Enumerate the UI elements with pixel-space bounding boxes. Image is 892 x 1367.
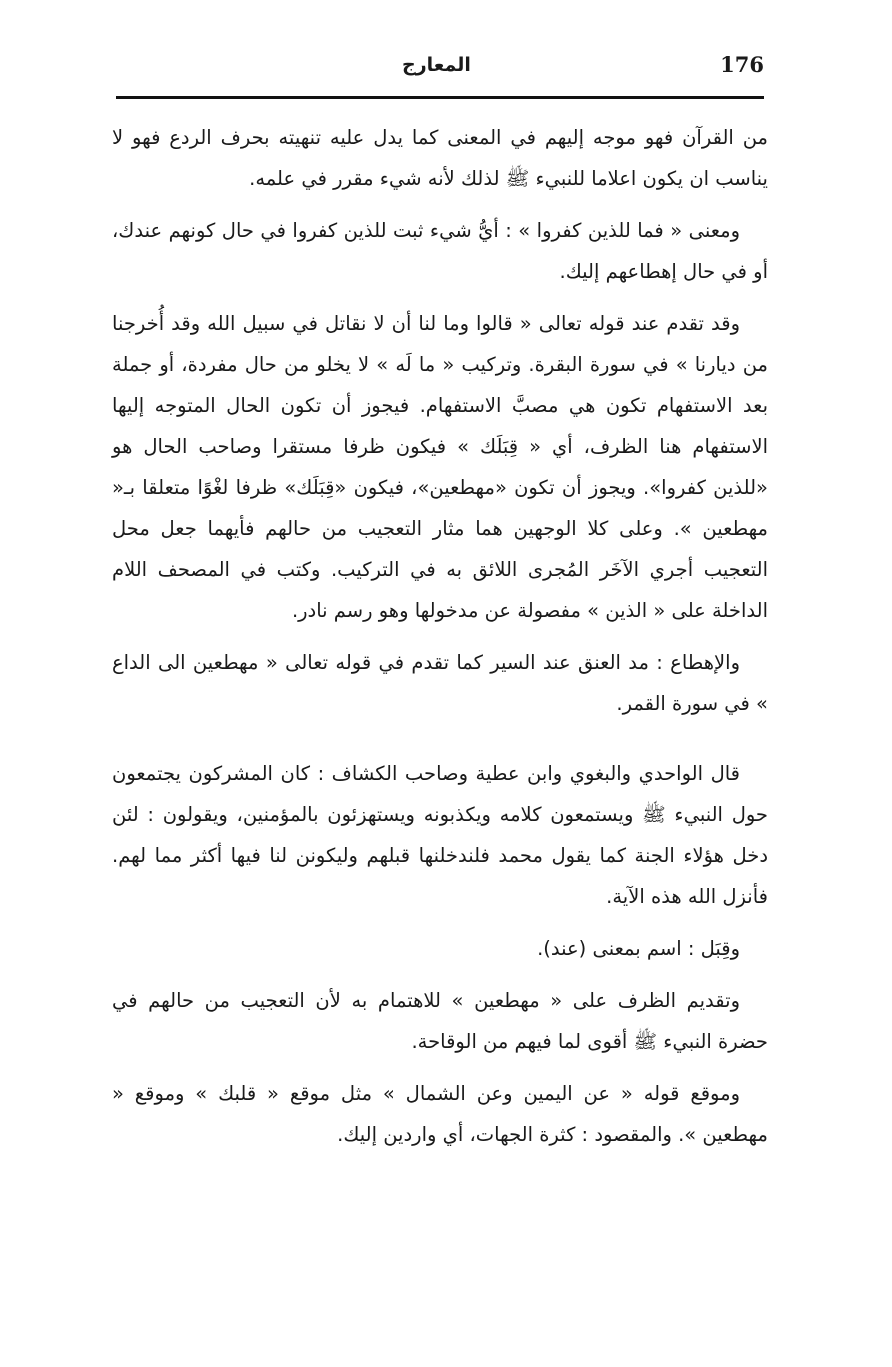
paragraph: والإهطاع : مد العنق عند السير كما تقدم في قوله تعالى « مهطعين الى الداع » في سورة القمر.: [112, 651, 768, 715]
paragraph: وتقديم الظرف على « مهطعين » للاهتمام به لأن التعجيب من حالهم في حضرة النبيء ﷺ أقوى لما فيهم من الوقاحة.: [112, 989, 768, 1053]
running-title: المعارج: [402, 54, 471, 76]
paragraph: وموقع قوله « عن اليمين وعن الشمال » مثل موقع « قلبك » وموقع « مهطعين ». والمقصود : كثرة الجهات، أي واردين إليك.: [112, 1082, 768, 1146]
paragraph: وقِبَل : اسم بمعنى (عند).: [537, 937, 740, 960]
page-number: 176: [720, 52, 764, 77]
paragraph: وقد تقدم عند قوله تعالى « قالوا وما لنا أن لا نقاتل في سبيل الله وقد أُخرجنا من ديارنا » في سورة البقرة. وتركيب « ما لَه » لا يخلو من حال مفردة، أو جملة بعد الاستفهام تكون هي مصبَّ الاستفهام. فيجوز أن تكون الحال المتوجه إليها الاستفهام هنا الظرف، أي « قِبَلَك » فيكون ظرفا مستقرا وصاحب الحال هو «للذين كفروا». ويجوز أن تكون «مهطعين»، فيكون «قِبَلَك» ظرفا لغْوًا متعلقا بـ« مهطعين ». وعلى كلا الوجهين هما مثار التعجيب من حالهم فأيهما جعل محل التعجيب أجري الآخَر المُجرى اللائق به في التركيب. وكتب في المصحف اللام الداخلة على « الذين » مفصولة عن مدخولها وهو رسم نادر.: [112, 312, 768, 622]
paragraph: ومعنى « فما للذين كفروا » : أيُّ شيء ثبت للذين كفروا في حال كونهم عندك، أو في حال إهطاعهم إليك.: [112, 219, 768, 283]
paragraph: قال الواحدي والبغوي وابن عطية وصاحب الكشاف : كان المشركون يجتمعون حول النبيء ﷺ ويستمعون كلامه ويكذبونه ويستهزئون بالمؤمنين، ويقولون : لئن دخل هؤلاء الجنة كما يقول محمد فلندخلنها قبلهم وليكونن لنا فيها أكثر مما لهم. فأنزل الله هذه الآية.: [112, 762, 768, 908]
section-gap: [112, 735, 768, 753]
header-rule: [116, 96, 764, 99]
page-header: [116, 52, 764, 92]
page-body: [112, 117, 768, 1166]
paragraph: من القرآن فهو موجه إليهم في المعنى كما يدل عليه تنهيته بحرف الردع فهو لا يناسب ان يكون اعلاما للنبيء ﷺ لذلك لأنه شيء مقرر في علمه.: [112, 126, 768, 190]
